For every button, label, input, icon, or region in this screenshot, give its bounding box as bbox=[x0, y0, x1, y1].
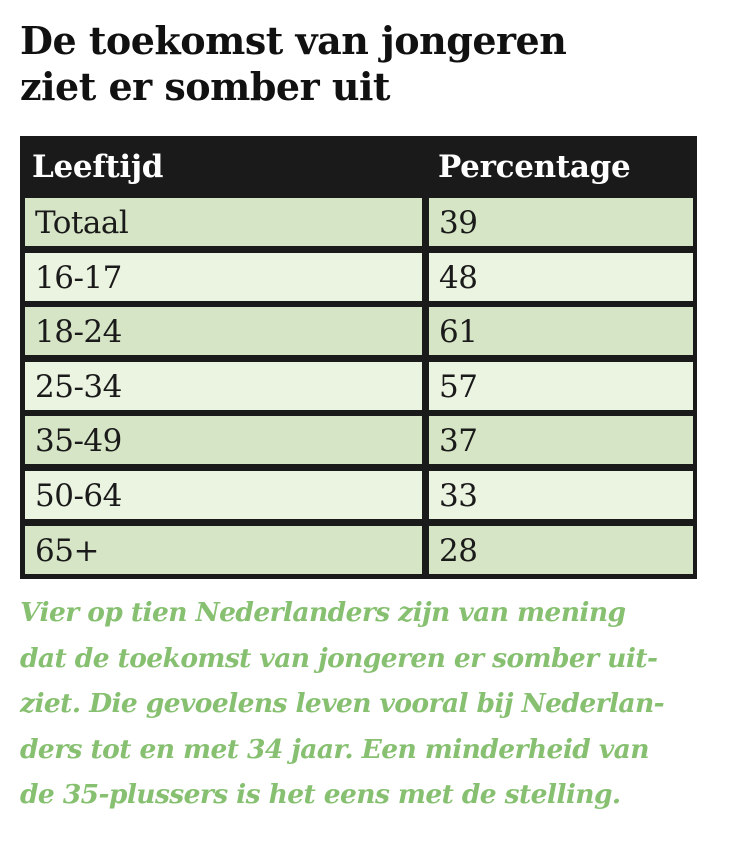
table-header bbox=[20, 136, 697, 196]
cell-percentage: 61 bbox=[429, 307, 693, 355]
cell-leeftijd: 25-34 bbox=[25, 362, 422, 410]
cell-leeftijd: 16-17 bbox=[25, 253, 422, 301]
column-header-percentage: Percentage bbox=[438, 149, 631, 185]
title-line-1: De toekomst van jongeren bbox=[20, 18, 567, 63]
cell-percentage: 57 bbox=[429, 362, 693, 410]
caption-line-4: ders tot en met 34 jaar. Een minderheid van bbox=[20, 733, 649, 765]
cell-percentage: 33 bbox=[429, 471, 693, 519]
caption-line-2: dat de toekomst van jongeren er somber uit- bbox=[20, 642, 658, 674]
cell-percentage: 28 bbox=[429, 526, 693, 574]
cell-percentage: 39 bbox=[429, 198, 693, 246]
page-title bbox=[20, 18, 710, 110]
cell-leeftijd: 18-24 bbox=[25, 307, 422, 355]
cell-leeftijd: 65+ bbox=[25, 526, 422, 574]
cell-leeftijd: 50-64 bbox=[25, 471, 422, 519]
caption-line-3: ziet. Die gevoelens leven vooral bij Nederlan- bbox=[20, 688, 665, 719]
title-line-2: ziet er somber uit bbox=[20, 64, 390, 109]
cell-leeftijd: Totaal bbox=[25, 198, 422, 246]
cell-percentage: 37 bbox=[429, 416, 693, 464]
cell-leeftijd: 35-49 bbox=[25, 416, 422, 464]
caption bbox=[20, 590, 710, 818]
column-header-leeftijd: Leeftijd bbox=[32, 149, 164, 185]
caption-line-5: de 35-plussers is het eens met de stelling. bbox=[20, 779, 621, 810]
data-table bbox=[20, 136, 697, 579]
cell-percentage: 48 bbox=[429, 253, 693, 301]
caption-line-1: Vier op tien Nederlanders zijn van mening bbox=[20, 597, 626, 628]
